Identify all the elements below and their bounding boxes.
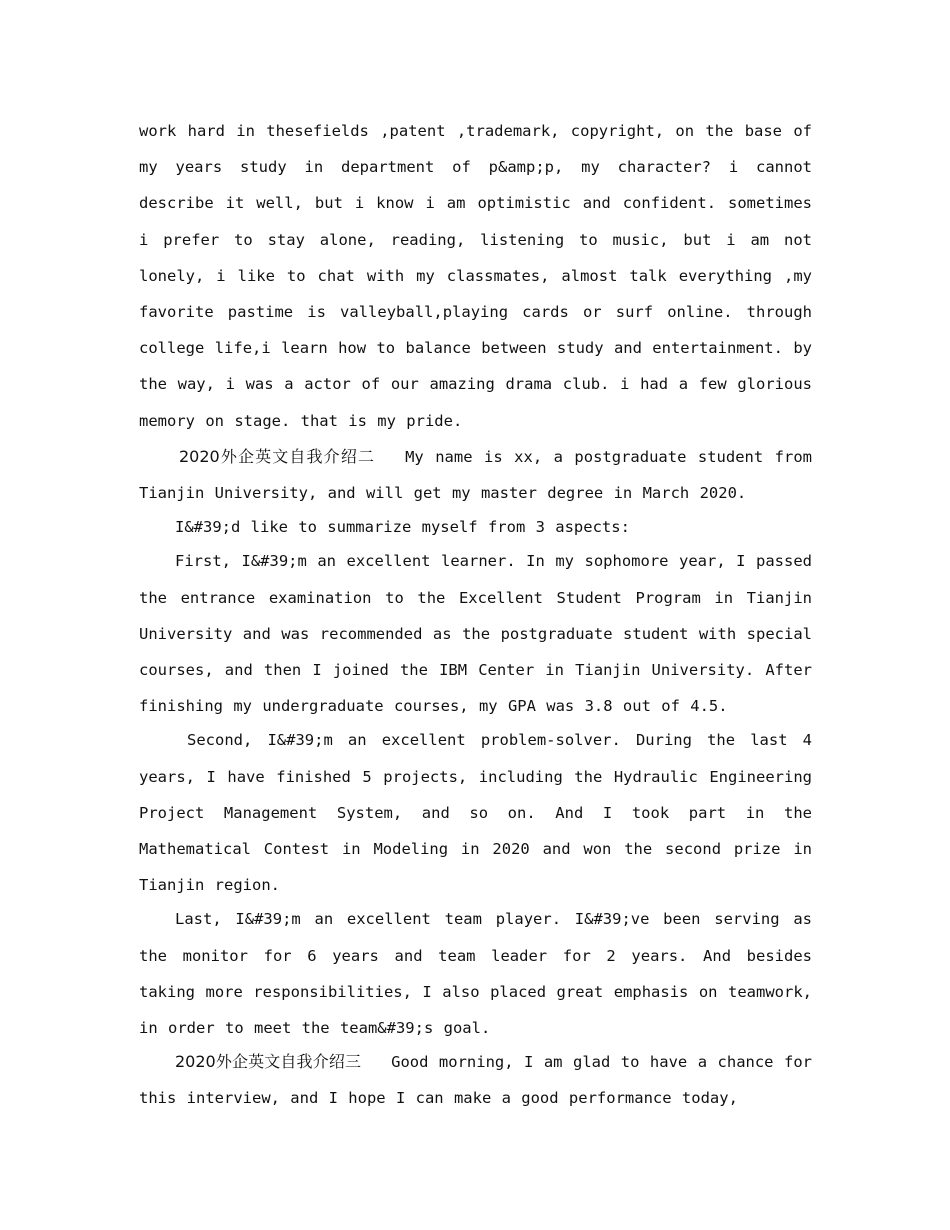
paragraph-summary-aspects: I&#39;d like to summarize myself from 3 aspects: xyxy=(175,518,630,537)
document-body xyxy=(139,113,812,1117)
section-heading-two: 2020外企英文自我介绍二 xyxy=(179,446,376,466)
paragraph-introduction-two xyxy=(139,439,812,511)
paragraph-intro-continuation: work hard in thesefields ,patent ,trademark, copyright, on the base of my years study in department of p&amp;p, my character? i cannot describe it well, but i know i am optimistic and confident. sometimes i prefer to stay alone, reading, listening to music, but i am not lonely, i like to chat with my classmates, almost talk everything ,my favorite pastime is valleyball,playing cards or surf online. through college life,i learn how to balance between study and entertainment. by the way, i was a actor of our amazing drama club. i had a few glorious memory on stage. that is my pride. xyxy=(139,122,812,430)
paragraph-second-problem-solver: Second, I&#39;m an excellent problem-solver. During the last 4 years, I have finished 5 projects, including the Hydraulic Engineering Project Management System, and so on. And I took part in the Mathematical Contest in Modeling in 2020 and won the second prize in Tianjin region. xyxy=(139,731,812,895)
paragraph-first-learner: First, I&#39;m an excellent learner. In my sophomore year, I passed the entrance examination to the Excellent Student Program in Tianjin University and was recommended as the postgraduate student with special courses, and then I joined the IBM Center in Tianjin University. After finishing my undergraduate courses, my GPA was 3.8 out of 4.5. xyxy=(139,552,812,716)
section-heading-three: 2020外企英文自我介绍三 xyxy=(175,1052,362,1072)
paragraph-introduction-two-text: My name is xx, a postgraduate student from Tianjin University, and will get my master degree in March 2020. xyxy=(139,447,812,503)
paragraph-last-team-player: Last, I&#39;m an excellent team player. I&#39;ve been serving as the monitor for 6 years and team leader for 2 years. And besides taking more responsibilities, I also placed great emphasis on teamwork, in order to meet the team&#39;s goal. xyxy=(139,910,812,1038)
paragraph-introduction-three-text: Good morning, I am glad to have a chance for this interview, and I hope I can make a good performance today, xyxy=(139,1053,812,1108)
paragraph-introduction-three xyxy=(139,1044,812,1116)
